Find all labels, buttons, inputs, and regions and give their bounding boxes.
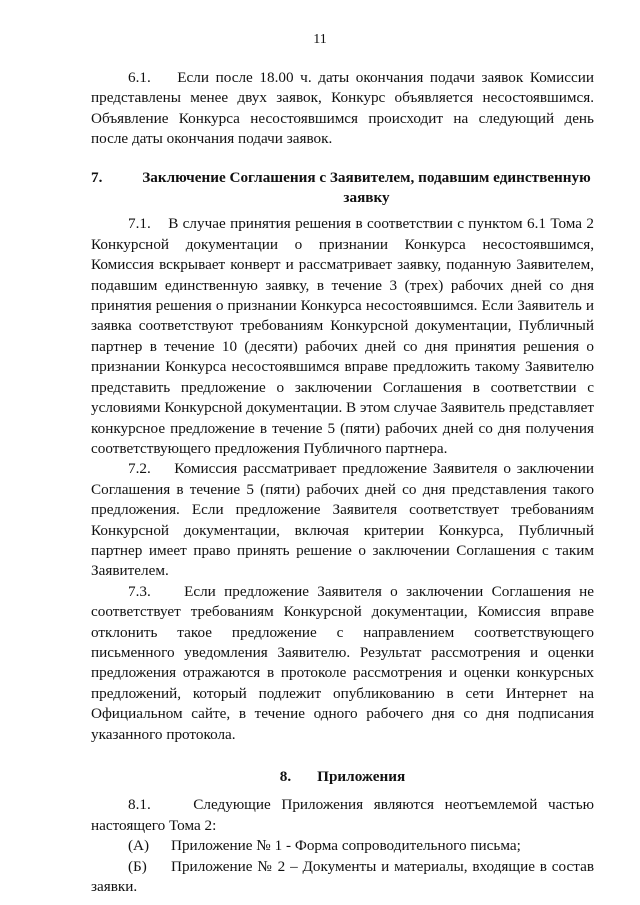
appendix-item-a-marker: (А) (128, 837, 150, 855)
paragraph-8-1: 8.1. Следующие Приложения являются неотъемлемой частью настоящего Тома 2: (91, 796, 594, 834)
paragraph-7-2: 7.2. Комиссия рассматривает предложение Заявителя о заключении Соглашения в течение 5 (пяти) рабочих дней со дня представления такого предложения. Если предложение Заявителя соответствует требованиям Конкурсной документации, включая критерии Конкурса, Публичный партнер имеет право принять решение о заключении Соглашения с таким Заявителем. (91, 460, 594, 580)
appendix-item-a-text: Приложение № 1 - Форма сопроводительного письма; (171, 837, 521, 855)
paragraph-6-1: 6.1. Если после 18.00 ч. даты окончания подачи заявок Комиссии представлены менее двух заявок, Конкурс объявляется несостоявшимся. Объявление Конкурса несостоявшимся происходит на следующий день после даты окончания подачи заявок. (91, 69, 594, 148)
section-8-title: Приложения (317, 768, 406, 785)
section-8-number: 8. (279, 768, 292, 785)
section-7-heading (91, 168, 594, 209)
paragraph-7-1: 7.1. В случае принятия решения в соответствии с пунктом 6.1 Тома 2 Конкурсной документации о признании Конкурса несостоявшимся, Комиссия вскрывает конверт и рассматривает заявку, поданную Заявителем, подавшим единственную заявку, в течение 3 (трех) рабочих дней со дня принятия решения о признании Конкурса несостоявшимся. Если Заявитель и заявка соответствуют требованиям Конкурсной документации, Публичный партнер в течение 10 (десяти) рабочих дней со дня принятия решения о признании Конкурса несостоявшимся вправе предложить такому Заявителю представить предложение о заключении Соглашения в соответствии с условиями Конкурсной документации. В этом случае Заявитель представляет конкурсное предложение в течение 5 (пяти) рабочих дней со дня получения соответствующего предложения Публичного партнера. (91, 215, 595, 457)
page-number: 11 (313, 32, 327, 47)
paragraph-7-3: 7.3. Если предложение Заявителя о заключении Соглашения не соответствует требованиям Конкурсной документации, Комиссия вправе отклонить такое предложение с направлением соответствующего письменного уведомления Заявителю. Результат рассмотрения и оценки предложения отражаются в протоколе рассмотрения и оценки конкурсных предложений, который подлежит опубликованию в сети Интернет на Официальном сайте, в течение одного рабочего дня со дня подписания указанного протокола. (91, 582, 594, 743)
document-body (91, 68, 594, 897)
section-7-number: 7. (91, 168, 103, 186)
appendix-item-b-marker: (Б) (128, 857, 147, 875)
section-8-heading (91, 767, 594, 787)
appendix-item-b-text: Приложение № 2 – Документы и материалы, входящие в состав заявки. (91, 857, 594, 896)
appendix-item-a (91, 836, 594, 856)
appendix-item-b (91, 857, 594, 898)
section-7-title: Заключение Соглашения с Заявителем, подавшим единственную заявку (142, 168, 591, 207)
